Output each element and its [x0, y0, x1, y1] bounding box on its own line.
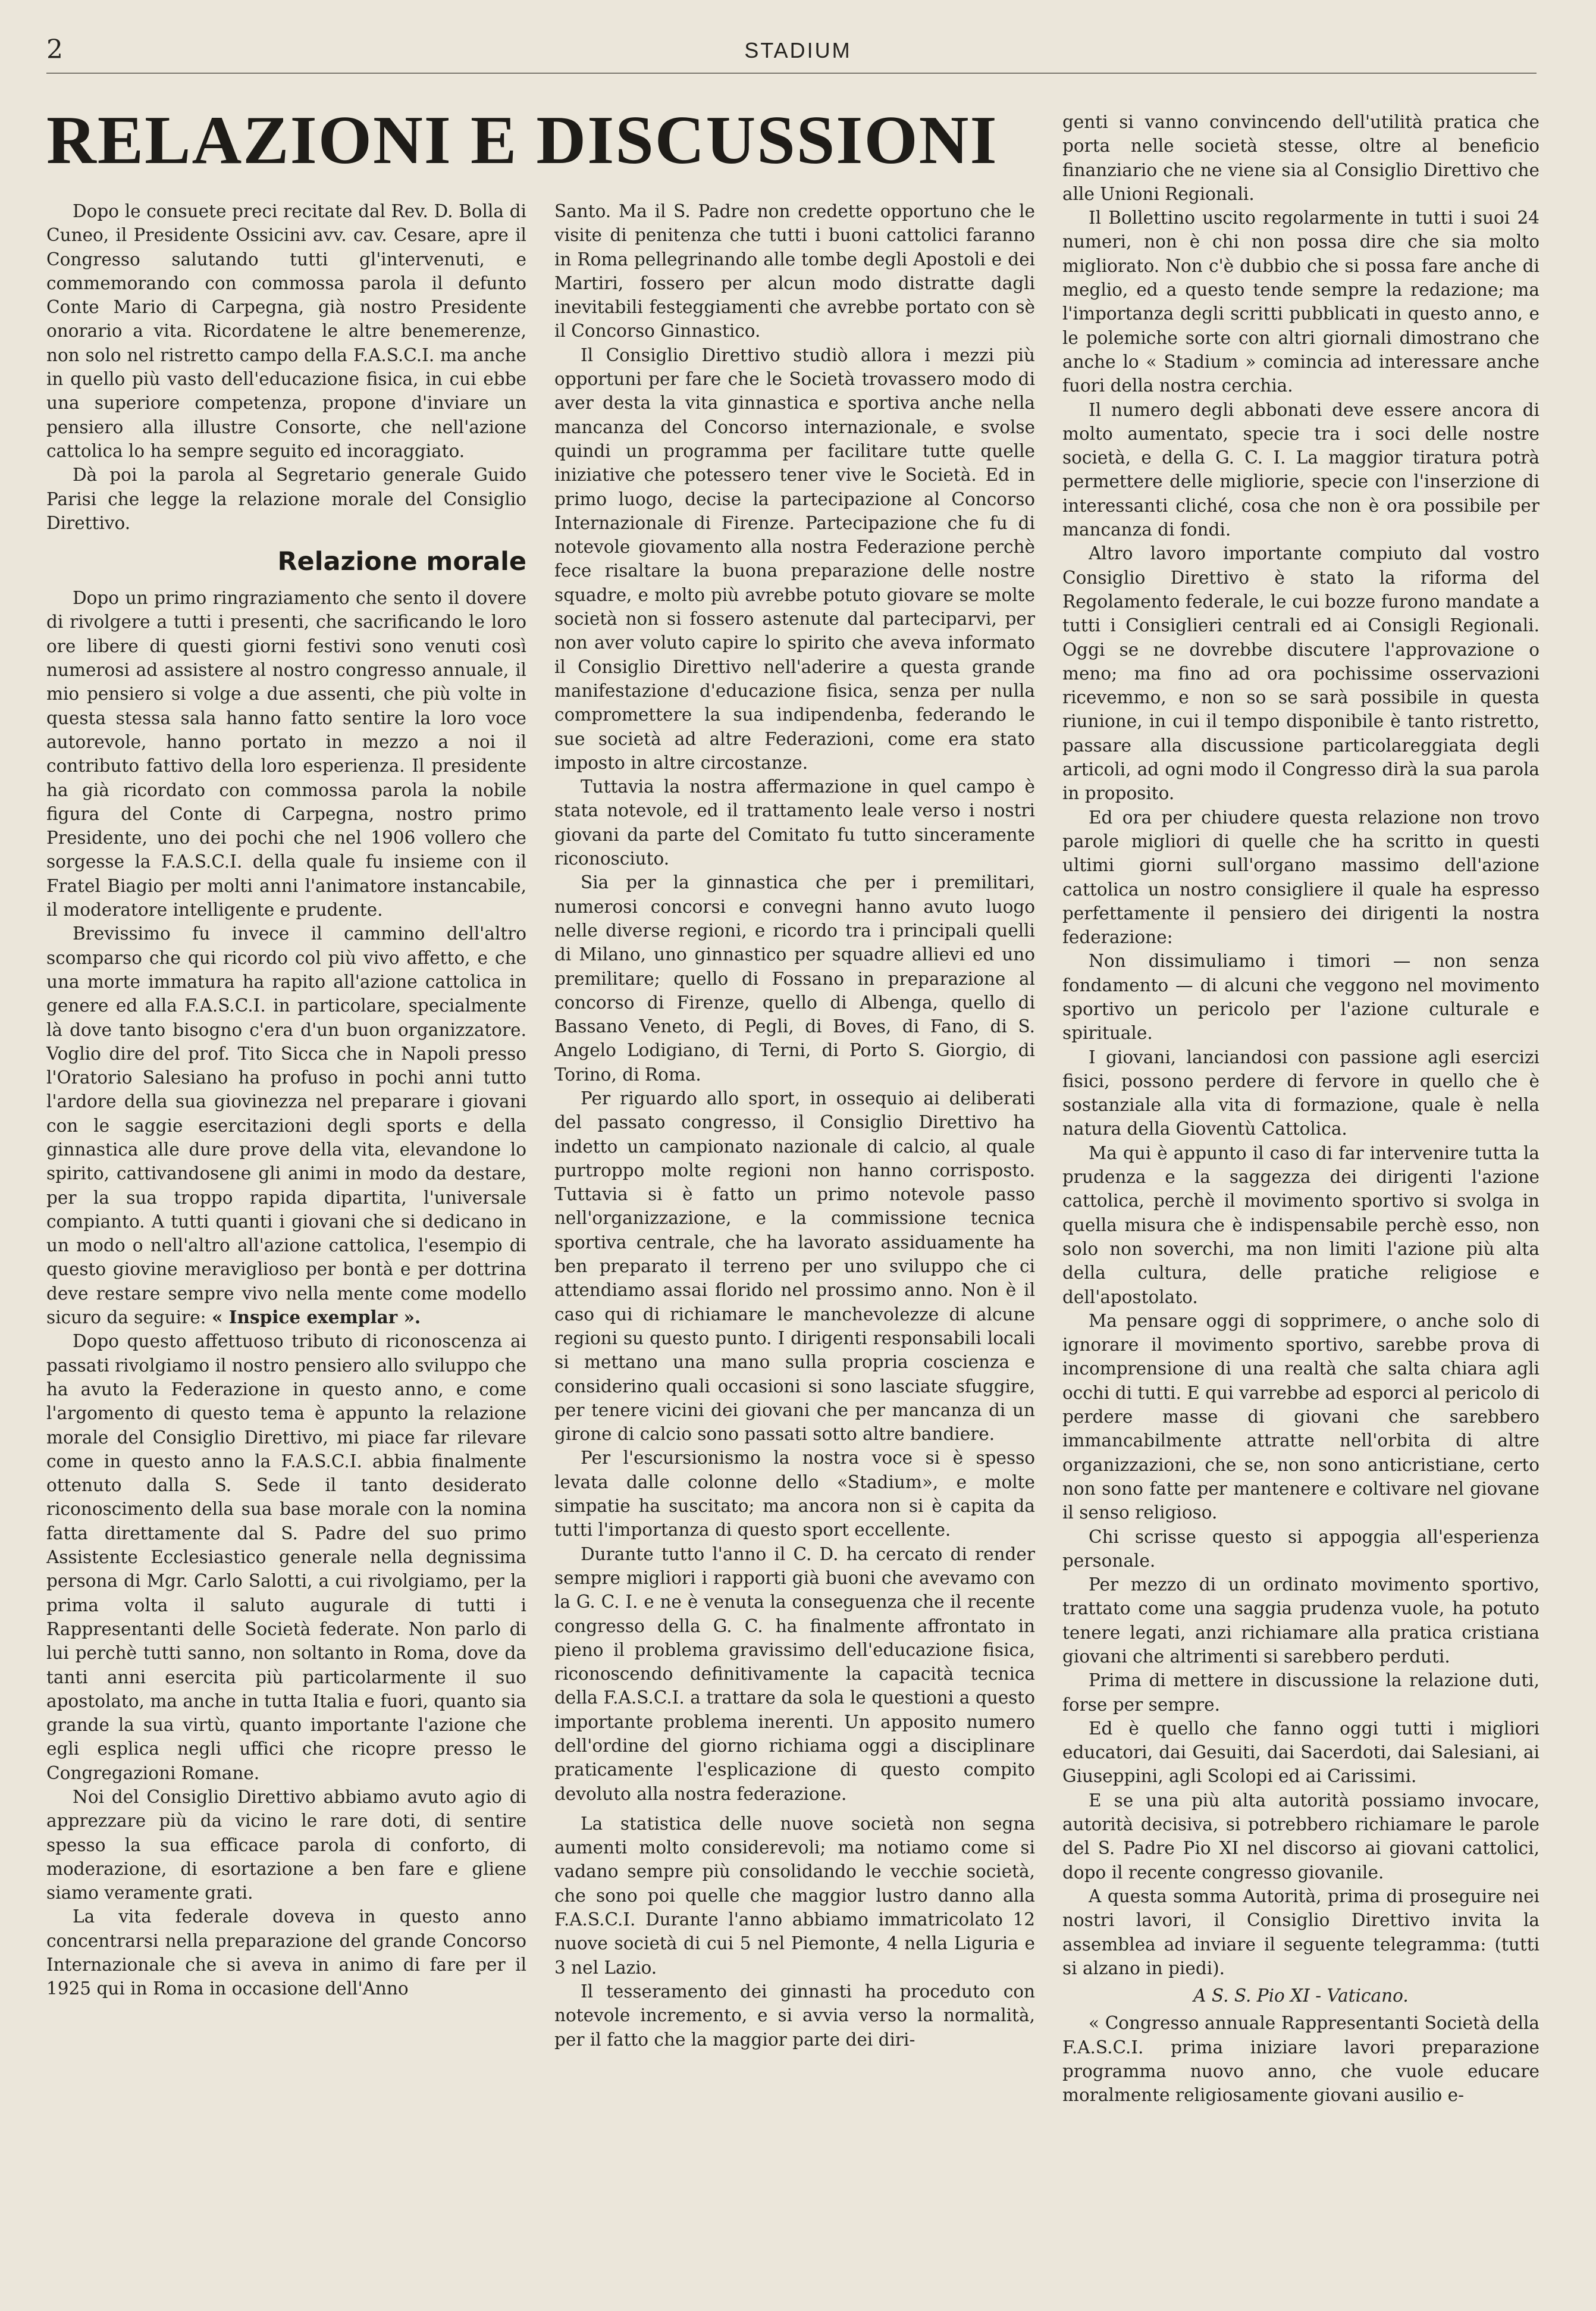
header-rule — [46, 73, 1537, 74]
section-heading: Relazione morale — [277, 547, 526, 577]
page-number: 2 — [46, 35, 63, 65]
column-middle — [554, 199, 1035, 2052]
running-head: STADIUM — [744, 38, 852, 62]
paragraph: E se una più alta autorità possiamo invocare, autorità decisiva, si potrebbero richiamare le parole del S. Padre Pio XI nel discorso ai giovani cattolici, dopo il recente congresso giovanile. — [1062, 1790, 1539, 1883]
telegram-text: « Congresso annuale Rappresentanti Società della F.A.S.C.I. prima iniziare lavori preparazione programma nuovo anno, che vuole educare moralmente religiosamente giovani ausilio e- — [1062, 2013, 1539, 2106]
paragraph: Dopo le consuete preci recitate dal Rev. D. Bolla di Cuneo, il Presidente Ossicini avv. cav. Cesare, apre il Congresso salutando tutti gl'intervenuti, e commemorando con commossa parola il defunto Conte Mario di Carpegna, già nostro Presidente onorario a vita. Ricordatene le altre benemerenze, non solo nel ristretto campo della F.A.S.C.I. ma anche in quello più vasto dell'educazione fisica, in cui ebbe una superiore competenza, propone d'inviare un pensiero alla illustre Consorte, che nell'azione cattolica lo ha sempre seguito ed incoraggiato. — [46, 201, 526, 461]
paragraph: La vita federale doveva in questo anno concentrarsi nella preparazione del grande Concorso Internazionale che si aveva in animo di fare per il 1925 qui in Roma in occasione dell'Anno — [46, 1906, 526, 1999]
paragraph: Santo. Ma il S. Padre non credette opportuno che le visite di penitenza che tutti i buoni cattolici faranno in Roma pellegrinando alle tombe degli Apostoli e dei Martiri, fossero per alcun modo distratte dagli inevitabili festeggiamenti che avrebbe portato con sè il Concorso Ginnastico. — [554, 201, 1035, 342]
paragraph: Ed è quello che fanno oggi tutti i migliori educatori, dai Gesuiti, dai Sacerdoti, dai Salesiani, ai Giuseppini, agli Scolopi ed ai Carissimi. — [1062, 1718, 1539, 1787]
telegram-address: A S. S. Pio XI - Vaticano. — [1193, 1986, 1409, 2006]
column-right — [1062, 110, 1539, 2108]
paragraph: Il Bollettino uscito regolarmente in tutti i suoi 24 numeri, non è chi non possa dire che sia molto migliorato. Non c'è dubbio che si possa fare anche di meglio, ed a questo tende sempre la redazione; ma l'importanza degli scritti pubblicati in questo anno, e le polemiche sorte con altri giornali dimostrano che anche lo « Stadium » comincia ad interessare anche fuori della nostra cerchia. — [1062, 208, 1539, 396]
paragraph: A questa somma Autorità, prima di proseguire nei nostri lavori, il Consiglio Direttivo invita la assemblea ad inviare il seguente telegramma: (tutti si alzano in piedi). — [1062, 1886, 1539, 1978]
paragraph: Tuttavia la nostra affermazione in quel campo è stata notevole, ed il trattamento leale verso i nostri giovani da parte del Comitato fu tutto sinceramente riconosciuto. — [554, 776, 1035, 869]
paragraph: La statistica delle nuove società non segna aumenti molto considerevoli; ma notiamo come si vadano sempre più consolidando le vecchie società, che sono poi quelle che maggior lustro danno alla F.A.S.C.I. Durante l'anno abbiamo immatricolato 12 nuove società di cui 5 nel Piemonte, 4 nella Liguria e 3 nel Lazio. — [554, 1813, 1035, 1978]
paragraph: Per riguardo allo sport, in ossequio ai deliberati del passato congresso, il Consiglio Direttivo ha indetto un campionato nazionale di calcio, al quale purtroppo molte regioni non hanno corrisposto. Tuttavia si è fatto un primo notevole passo nell'organizzazione, e la commissione tecnica sportiva centrale, che ha lavorato assiduamente ha ben preparato il terreno per uno sviluppo che ci attendiamo assai florido nel prossimo anno. Non è il caso qui di richiamare le manchevolezze di alcune regioni su questo punto. I dirigenti responsabili locali si mettano una mano sulla propria coscienza e considerino quali occasioni si sono lasciate sfuggire, per tenere vicini dei giovani che per mancanza di un girone di calcio sono passati sotto altre bandiere. — [554, 1088, 1035, 1445]
paragraph: Per mezzo di un ordinato movimento sportivo, trattato come una saggia prudenza vuole, ha potuto tenere legati, anzi richiamare alla pratica cristiana giovani che altrimenti si sarebbero perduti. — [1062, 1574, 1539, 1667]
paragraph: Il Consiglio Direttivo studiò allora i mezzi più opportuni per fare che le Società trovassero modo di aver desta la vita ginnastica e sportiva anche nella mancanza del Concorso internazionale, e svolse quindi un programma per facilitare tutte quelle iniziative che potessero tener vive le Società. Ed in primo luogo, decise la partecipazione al Concorso Internazionale di Firenze. Partecipazione che fu di notevole giovamento alla nostra Federazione perchè fece risaltare la buona preparazione delle nostre squadre, e molto più avrebbe potuto giovare se molte società non si fossero astenute dal parteciparvi, per non aver voluto capire lo spirito che aveva informato il Consiglio Direttivo nell'aderire a questa grande manifestazione d'educazione fisica, senza per nulla compromettere la sua indipendenba, federando le sue società ad altre Federazioni, come era stato imposto in altre circostanze. — [554, 345, 1035, 773]
paragraph: Il tesseramento dei ginnasti ha proceduto con notevole incremento, e si avvia verso la normalità, per il fatto che la maggior parte dei diri- — [554, 1981, 1035, 2050]
paragraph: Prima di mettere in discussione la relazione duti, forse per sempre. — [1062, 1670, 1539, 1715]
paragraph: Il numero degli abbonati deve essere ancora di molto aumentato, specie tra i soci delle nostre società, e della G. C. I. La maggior tiratura potrà permettere delle migliorie, specie con l'inserzione di interessanti cliché, cosa che non è ora possibile per mancanza di fondi. — [1062, 399, 1539, 540]
paragraph: Non dissimuliamo i timori — non senza fondamento — di alcuni che veggono nel movimento sportivo un pericolo per l'azione culturale e spirituale. — [1062, 951, 1539, 1044]
bold-quote: « Inspice exemplar ». — [212, 1307, 421, 1328]
paragraph: Noi del Consiglio Direttivo abbiamo avuto agio di apprezzare più da vicino le rare doti, di sentire spesso la sua efficace parola di conforto, di moderazione, di esortazione a ben fare e gliene siamo veramente grati. — [46, 1787, 526, 1903]
paragraph: Chi scrisse questo si appoggia all'esperienza personale. — [1062, 1526, 1539, 1571]
paragraph: Ma qui è appunto il caso di far intervenire tutta la prudenza e la saggezza dei dirigenti l'azione cattolica, perchè il movimento sportivo si svolga in quella misura che è indispensabile perchè esso, non solo non soverchi, ma non limiti l'azione più alta della cultura, delle pratiche religiose e dell'apostolato. — [1062, 1142, 1539, 1307]
paragraph: Ma pensare oggi di sopprimere, o anche solo di ignorare il movimento sportivo, sarebbe prova di incomprensione di una realtà che salta chiara agli occhi di tutti. E qui varrebbe ad esporci al pericolo di perdere masse di giovani che sarebbero immancabilmente attratte nell'orbita di altre organizzazioni, che se, non sono anticristiane, certo non sono fatte per mantenere e coltivare nel giovane il senso religioso. — [1062, 1310, 1539, 1523]
paragraph: genti si vanno convincendo dell'utilità pratica che porta nelle società stesse, oltre al beneficio finanziario che ne viene sia al Consiglio Direttivo che alle Unioni Regionali. — [1062, 112, 1539, 204]
paragraph-text: Brevissimo fu invece il cammino dell'altro scomparso che qui ricordo col più vivo affetto, e che una morte immatura ha rapito all'azione cattolica in genere ed alla F.A.S.C.I. in particolare, specialmente là dove tanto bisogno c'era d'un buon organizzatore. Voglio dire del prof. Tito Sicca che in Napoli presso l'Oratorio Salesiano ha profuso in pochi anni tutto l'ardore della sua giovinezza nel preparare i giovani con le saggie esercitazioni degli sports e della ginnastica alle dure prove della vita, elevandone lo spirito, cattivandosene gli animi in modo da destare, per la sua troppo rapida dipartita, l'universale compianto. A tutti quanti i giovani che si dedicano in un modo o nell'altro all'azione cattolica, l'esempio di questo giovine meraviglioso per bontà e per dottrina deve restare sempre vivo nella mente come modello sicuro da seguire: — [46, 923, 526, 1328]
paragraph: Ed ora per chiudere questa relazione non trovo parole migliori di quelle che ha scritto in questi ultimi giorni sull'organo massimo dell'azione cattolica un nostro consigliere il quale ha espresso perfettamente il pensiero dei dirigenti la nostra federazione: — [1062, 807, 1539, 948]
paragraph: Sia per la ginnastica che per i premilitari, numerosi concorsi e convegni hanno avuto luogo nelle diverse regioni, e ricordo tra i principali quelli di Milano, uno ginnastico per squadre allievi ed uno premilitare; quello di Fossano in preparazione al concorso di Firenze, quello di Albenga, quello di Bassano Veneto, di Pegli, di Boves, di Fano, di S. Angelo Lodigiano, di Terni, di Porto S. Giorgio, di Torino, di Roma. — [554, 872, 1035, 1085]
paragraph: Dopo questo affettuoso tributo di riconoscenza ai passati rivolgiamo il nostro pensiero allo sviluppo che ha avuto la Federazione in questo anno, e come l'argomento di questo tema è appunto la relazione morale del Consiglio Direttivo, mi piace far rilevare come in questo anno la F.A.S.C.I. abbia finalmente ottenuto dalla S. Sede il tanto desiderato riconoscimento della sua base morale con la nomina fatta direttamente dal S. Padre del suo primo Assistente Ecclesiastico generale nella degnissima persona di Mgr. Carlo Salotti, a cui rivolgiamo, per la prima volta il saluto augurale di tutti i Rappresentanti delle Società federate. Non parlo di lui perchè tutti sanno, non soltanto in Roma, dove da tanti anni esercita più particolarmente il suo apostolato, ma anche in tutta Italia e fuori, quanto sia grande la sua virtù, quanto importante l'azione che egli esplica negli uffici che ricopre presso le Congregazioni Romane. — [46, 1331, 526, 1783]
paragraph: Dà poi la parola al Segretario generale Guido Parisi che legge la relazione morale del Consiglio Direttivo. — [46, 465, 526, 533]
column-left — [46, 199, 526, 2001]
paragraph: Per l'escursionismo la nostra voce si è spesso levata dalle colonne dello «Stadium», e molte simpatie ha suscitato; ma ancora non si è capita da tutti l'importanza di questo sport eccellente. — [554, 1448, 1035, 1540]
paragraph: Altro lavoro importante compiuto dal vostro Consiglio Direttivo è stato la riforma del Regolamento federale, le cui bozze furono mandate a tutti i Consiglieri centrali ed ai Consigli Regionali. Oggi se ne dovrebbe discutere l'approvazione o meno; ma fino ad ora pochissime osservazioni ricevemmo, e non so se sarà possibile in questa riunione, in cui il tempo disponibile è tanto ristretto, passare alla discussione particolareggiata degli articoli, ad ogni modo il Congresso dirà la sua parola in proposito. — [1062, 543, 1539, 804]
paragraph: I giovani, lanciandosi con passione agli esercizi fisici, possono perdere di fervore in quello che è sostanziale alla vita di formazione, quale è nella natura della Gioventù Cattolica. — [1062, 1047, 1539, 1139]
paragraph — [46, 922, 526, 1329]
paragraph: Dopo un primo ringraziamento che sento il dovere di rivolgere a tutti i presenti, che sacrificando le loro ore libere di questi giorni festivi sono venuti così numerosi ad assistere al nostro congresso annuale, il mio pensiero si volge a due assenti, che più volte in questa stessa sala hanno fatto sentire la loro voce autorevole, hanno portato in mezzo a noi il contributo fattivo della loro esperienza. Il presidente ha già ricordato con commossa parola la nobile figura del Conte di Carpegna, nostro primo Presidente, uno dei pochi che nel 1906 vollero che sorgesse la F.A.S.C.I. della quale fu insieme con il Fratel Biagio per molti anni l'animatore instancabile, il moderatore intelligente e prudente. — [46, 588, 526, 920]
article-title: RELAZIONI E DISCUSSIONI — [46, 102, 998, 179]
paragraph: Durante tutto l'anno il C. D. ha cercato di render sempre migliori i rapporti già buoni che avevamo con la G. C. I. e ne è venuta la conseguenza che il recente congresso della G. C. ha finalmente affrontato in pieno il problema gravissimo dell'educazione fisica, riconoscendo definitivamente la capacità tecnica della F.A.S.C.I. a trattare da sola le questioni a questo importante problema inerenti. Un apposito numero dell'ordine del giorno richiama oggi a disciplinare praticamente l'esplicazione di questo compito devoluto alla nostra federazione. — [554, 1543, 1035, 1804]
